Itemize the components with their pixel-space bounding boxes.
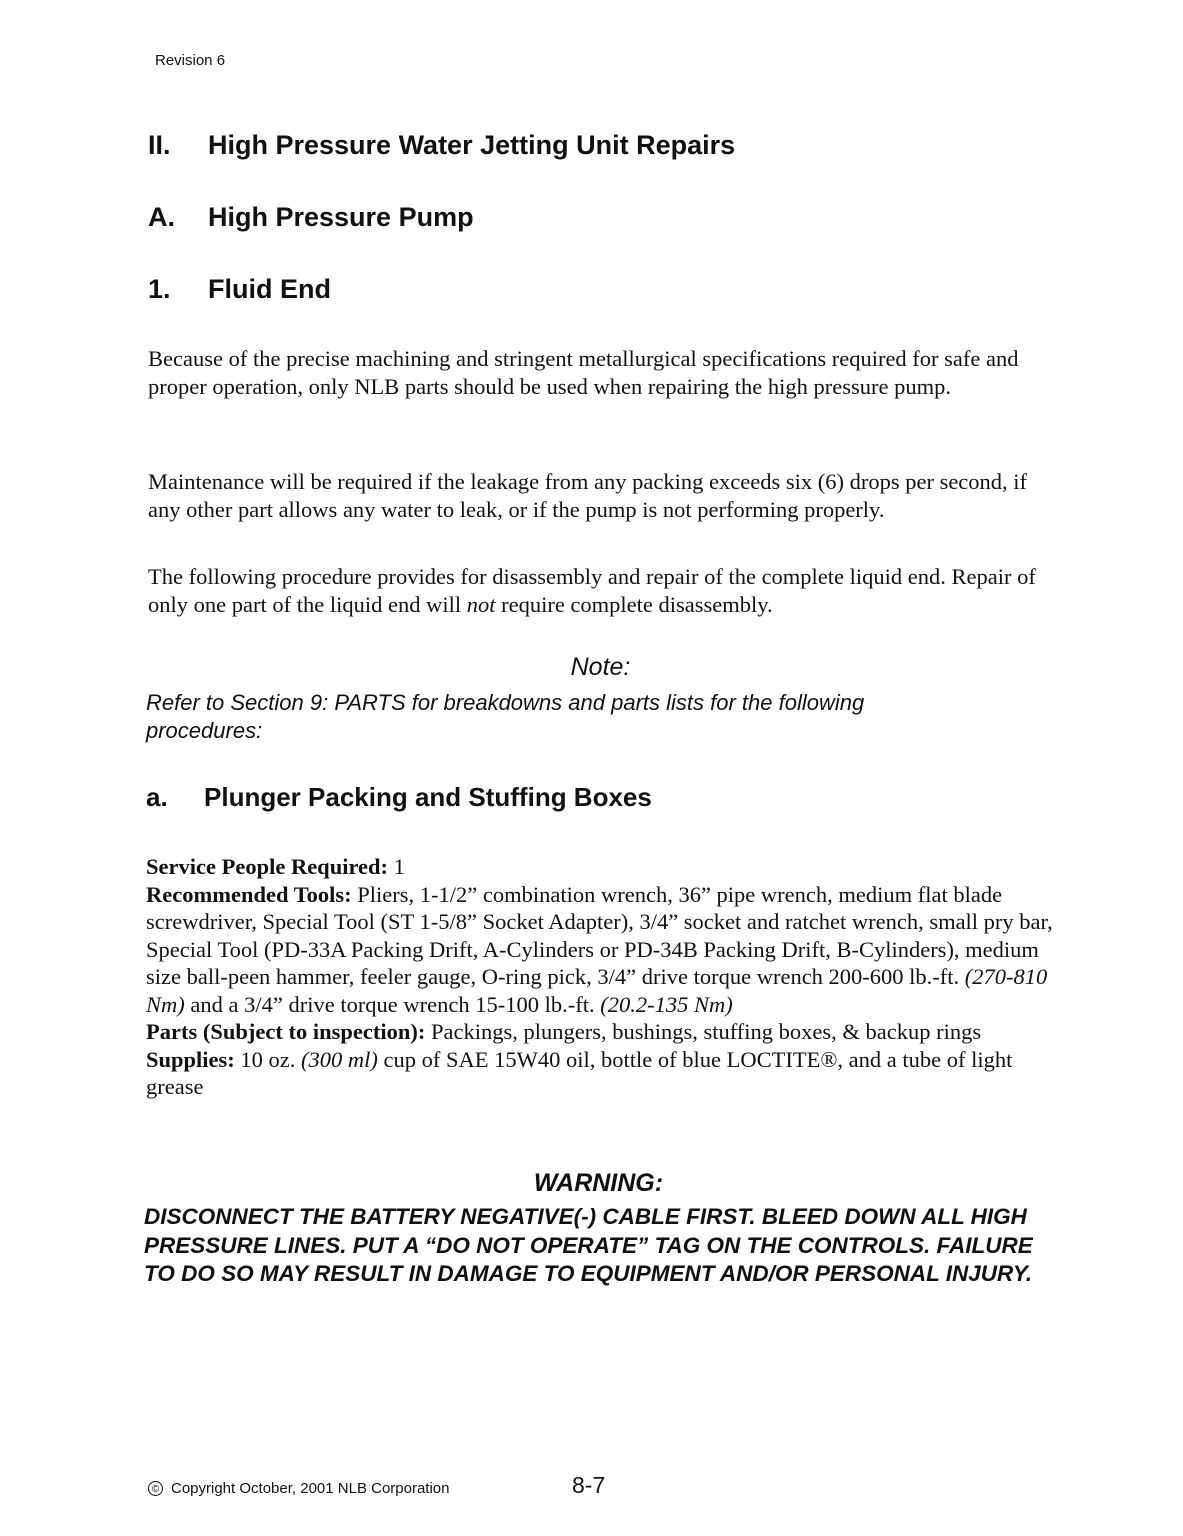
procedure-emphasis: not <box>466 592 496 617</box>
note-title: Note: <box>570 653 631 681</box>
section-heading <box>148 130 735 161</box>
procedure-text-start: The following procedure provides for disassembly and repair of the complete liquid end. Repair of only one part of the liquid end will <box>148 564 1036 617</box>
parts-label: Parts (Subject to inspection): <box>146 1019 426 1044</box>
subitem-number: a. <box>146 782 168 812</box>
procedure-paragraph <box>148 563 1053 619</box>
note-body: Refer to Section 9: PARTS for breakdowns and parts lists for the following procedures: <box>146 690 865 743</box>
supplies-text-2: cup of SAE 15W40 oil, bottle of blue LOCTITE®, and a tube of light grease <box>146 1046 1013 1099</box>
parts-value: Packings, plungers, bushings, stuffing boxes, & backup rings <box>425 1019 982 1044</box>
item-title: Fluid End <box>208 274 331 304</box>
tools-metric-1: (270-810 Nm) <box>146 964 1048 1017</box>
service-people-label: Service People Required: <box>146 854 389 879</box>
warning-title: WARNING: <box>533 1169 664 1197</box>
item-heading <box>148 274 331 305</box>
page-number: 8-7 <box>572 1472 606 1498</box>
section-title: High Pressure Water Jetting Unit Repairs <box>208 130 736 160</box>
tools-metric-2: (20.2-135 Nm) <box>600 991 733 1017</box>
warning-body: DISCONNECT THE BATTERY NEGATIVE(-) CABLE FIRST. BLEED DOWN ALL HIGH PRESSURE LINES. PUT A “DO NOT OPERATE” TAG ON THE CONTROLS. FAILURE TO DO SO MAY RESULT IN DAMAGE TO EQUIPMENT AND/OR PERSONAL INJURY. <box>144 1204 1033 1286</box>
supplies-metric: (300 ml) <box>301 1046 378 1072</box>
requirements-block <box>146 853 1061 1101</box>
supplies-label: Supplies: <box>146 1046 235 1072</box>
service-people-line <box>146 853 1061 881</box>
subitem-title: Plunger Packing and Stuffing Boxes <box>204 782 652 812</box>
item-number: 1. <box>148 274 171 304</box>
copyright-icon: © <box>148 1481 163 1496</box>
procedure-text-end: require complete disassembly. <box>495 592 773 617</box>
tools-text: Pliers, 1-1/2” combination wrench, 36” pipe wrench, medium flat blade screwdriver, Special Tool (ST 1-5/8” Socket Adapter), 3/4” socket and ratchet wrench, small pry bar, Special Tool (PD-33A Packing Drift, A-Cylinders or PD-34B Packing Drift, B-Cylinders), medium size ball-peen hammer, feeler gauge, O-ring pick, 3/4” drive torque wrench 200-600 lb.-ft. <box>146 881 1053 989</box>
maintenance-paragraph: Maintenance will be required if the leakage from any packing exceeds six (6) drops per second, if any other part allows any water to leak, or if the pump is not performing properly. <box>148 469 1028 522</box>
subsection-heading <box>148 202 474 233</box>
supplies-text: 10 oz. <box>234 1046 302 1072</box>
tools-text-2: and a 3/4” drive torque wrench 15-100 lb.-ft. <box>184 991 601 1017</box>
intro-paragraph: Because of the precise machining and stringent metallurgical specifications required for safe and proper operation, only NLB parts should be used when repairing the high pressure pump. <box>148 346 1019 399</box>
copyright-text: Copyright October, 2001 NLB Corporation <box>171 1480 450 1497</box>
subitem-heading <box>146 782 652 813</box>
subsection-title: High Pressure Pump <box>208 202 474 232</box>
service-people-value: 1 <box>388 854 405 879</box>
section-number: II. <box>148 130 171 160</box>
revision-label: Revision 6 <box>155 52 226 69</box>
parts-line <box>146 1018 1061 1046</box>
supplies-line <box>146 1046 1061 1101</box>
tools-label: Recommended Tools: <box>146 881 352 907</box>
subsection-number: A. <box>148 202 175 232</box>
copyright-footer <box>148 1480 450 1497</box>
tools-line <box>146 881 1061 1019</box>
